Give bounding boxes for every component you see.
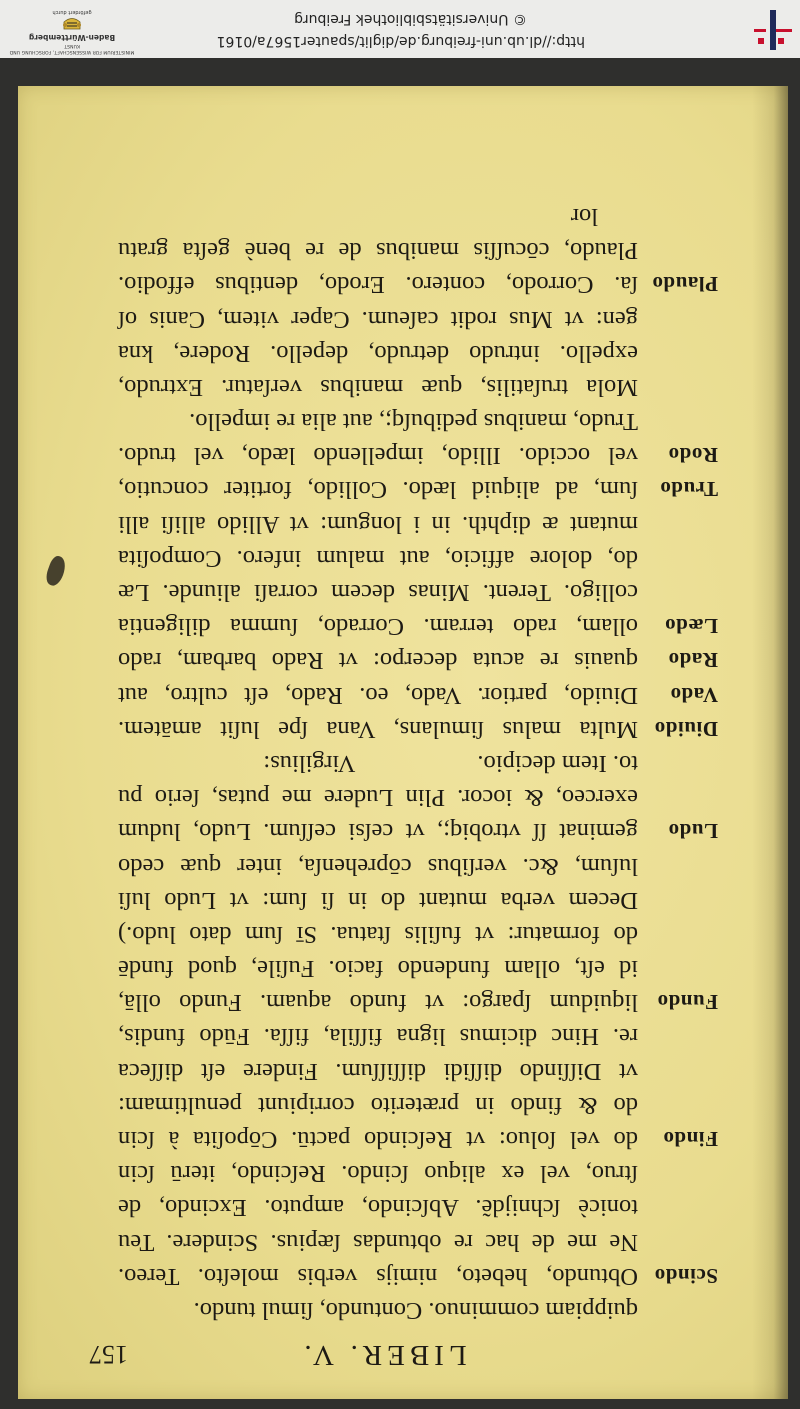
text-line bbox=[118, 985, 718, 1019]
line-text: Decem verba mutant do in ſi ſum: vt Ludo luſi bbox=[118, 886, 638, 914]
line-text: exerceo, & iocor. Plin Ludere me putas, ſerio pu bbox=[118, 784, 638, 812]
text-line bbox=[118, 951, 718, 985]
running-head-title: LIBER. V. bbox=[299, 1339, 467, 1371]
copyright-notice: © Universitätsbibliothek Freiburg bbox=[294, 11, 527, 27]
book-page bbox=[18, 86, 788, 1399]
line-text: Multa malus ſimulans, Vana ſpe luſit amātem. bbox=[118, 715, 638, 743]
sponsor-ministry: MINISTERIUM FÜR WISSENSCHAFT, FORSCHUNG UND KUNST bbox=[9, 43, 135, 54]
text-line bbox=[118, 609, 718, 643]
text-line bbox=[118, 233, 718, 267]
line-text: quippiam comminuo. Contundo, ſimul tundo. bbox=[193, 1297, 638, 1324]
line-text: colligo. Terent. Minas decem corraſi aliunde. Læ bbox=[118, 579, 638, 607]
line-text: geminat ſſ vtrobiq;, vt ceſsi ceſſum. Ludo, ludum bbox=[118, 818, 638, 846]
line-text: lor bbox=[570, 203, 598, 230]
text-line bbox=[118, 267, 718, 301]
marginal-note: Vado bbox=[670, 682, 718, 707]
header-text bbox=[185, 8, 585, 52]
text-line bbox=[118, 883, 718, 917]
body-text bbox=[48, 199, 718, 1327]
text-line bbox=[118, 1156, 718, 1190]
crest-icon bbox=[61, 15, 83, 31]
text-line bbox=[118, 643, 718, 677]
line-text: ollam, rado terram. Corrado, ſumma diligentia bbox=[118, 613, 638, 641]
marginal-note: Findo bbox=[662, 1127, 718, 1152]
text-line bbox=[118, 780, 718, 814]
text-line bbox=[118, 712, 718, 746]
line-text: luſum, &c. verſibus cōprehenſa, inter quæ cedo bbox=[118, 852, 638, 880]
text-line bbox=[118, 370, 718, 404]
sponsor-logo[interactable] bbox=[8, 8, 136, 54]
text-line bbox=[118, 472, 718, 506]
line-text: expello. intrudo detrudo, depello. Rodere, kna bbox=[118, 339, 638, 367]
line-text: vel occido. Illido, impellendo lædo, vel trudo. bbox=[118, 442, 638, 470]
text-line bbox=[118, 1122, 718, 1156]
header-rotated-content bbox=[0, 0, 800, 58]
text-line bbox=[118, 848, 718, 882]
marginal-note: Trudo bbox=[659, 477, 718, 502]
text-line bbox=[118, 575, 718, 609]
line-text: mutant æ diphth. in i longum: vt Allido alliſi alli bbox=[118, 510, 638, 538]
line-text: Obtundo, hebeto, nimijs verbis moleſto. Tereo. bbox=[118, 1262, 638, 1290]
scan-area bbox=[0, 58, 800, 1409]
page-gutter-shadow bbox=[752, 86, 788, 1399]
line-text: ſum, ad aliquid lædo. Collido, fortiter concutio, bbox=[118, 476, 638, 504]
page-text-rotated bbox=[18, 86, 788, 1399]
line-text: gen: vt Mus rodit caſeum. Caper vitem, Canis oſ bbox=[118, 305, 638, 333]
marginal-note: Rodo bbox=[668, 443, 718, 468]
line-text: quauis re acuta decerpo: vt Rado barbam, rado bbox=[118, 647, 638, 675]
text-line bbox=[118, 677, 718, 711]
marginal-note: Diuido bbox=[654, 716, 718, 741]
line-text: Trudo, manibus pedibuſq;, aut alia re impello. bbox=[189, 408, 638, 436]
text-line bbox=[118, 507, 718, 541]
marginal-note: Lædo bbox=[664, 614, 718, 639]
text-line bbox=[118, 438, 718, 472]
text-line bbox=[118, 199, 718, 233]
line-text: do, dolore afficio, aut malum infero. Compoſita bbox=[118, 544, 638, 572]
permalink-url[interactable]: http://dl.ub.uni-freiburg.de/diglit/spauter1567a/0161 bbox=[216, 33, 585, 49]
text-line bbox=[118, 814, 718, 848]
marginal-note: Scindo bbox=[654, 1263, 718, 1288]
line-text: id eſt, ollam fundendo facio. Fuſile, quod fundē bbox=[118, 955, 638, 983]
line-text: re. Hinc dicimus ligna fiſſila, fiſſa. Fūdo fundis, bbox=[118, 1023, 638, 1051]
marginal-note: Rado bbox=[668, 648, 718, 673]
sponsor-funded-by: gefördert durch bbox=[52, 9, 92, 15]
viewer-header bbox=[0, 0, 800, 59]
text-line bbox=[118, 541, 718, 575]
text-line bbox=[118, 1019, 718, 1053]
line-text: Mola truſatilis, quæ manibus verſatur. Extrudo, bbox=[118, 373, 638, 401]
line-text: ſa. Corrodo, contero. Erodo, dentibus effodio. bbox=[118, 271, 638, 299]
line-text: Plaudo, cōcuſſis manibus de re benè geſta gratu bbox=[118, 237, 638, 265]
line-text: do vel ſoluo: vt Reſcindo pactū. Cōpoſita à ſcin bbox=[118, 1126, 638, 1154]
marginal-note: Ludo bbox=[668, 819, 718, 844]
line-text: tonicè ſchnijdẽ. Abſcindo, amputo. Excindo, de bbox=[118, 1194, 638, 1222]
page-number: 157 bbox=[89, 1340, 128, 1369]
running-head bbox=[48, 1333, 718, 1373]
sponsor-state: Baden-Württemberg bbox=[28, 33, 116, 42]
line-text: to. Item decipio. Virgilius: bbox=[263, 750, 638, 777]
page-text-block bbox=[48, 199, 718, 1373]
marginal-note: Fundo bbox=[657, 990, 718, 1015]
line-text: do formatur: vt fuſilis ſtatua. Sī ſum dato ludo.) bbox=[118, 920, 638, 948]
text-line bbox=[118, 336, 718, 370]
text-line bbox=[118, 1088, 718, 1122]
text-line bbox=[118, 1054, 718, 1088]
line-text: Ne me de hac re obtundas ſæpius. Scindere. Teu bbox=[118, 1228, 638, 1256]
line-text: liquidum ſpargo: vt fundo aquam. Fundo ollā, bbox=[118, 989, 638, 1017]
text-line bbox=[118, 1293, 718, 1327]
text-line bbox=[118, 746, 718, 780]
line-text: vt Diſſindo diſſidi diſſiſſum. Findere eſt diſſeca bbox=[118, 1057, 638, 1085]
text-line bbox=[118, 1259, 718, 1293]
marginal-note: Plaudo bbox=[651, 272, 718, 297]
line-text: do & findo in præterito corripiunt penultimam: bbox=[118, 1091, 638, 1119]
text-line bbox=[118, 404, 718, 438]
line-text: Diuido, partior. Vado, eo. Rado, eſt cultro, aut bbox=[118, 681, 638, 709]
text-line bbox=[118, 301, 718, 335]
line-text: ſtruo, vel ex aliquo ſcindo. Reſcindo, iterū ſcin bbox=[118, 1160, 638, 1188]
library-logo-icon[interactable] bbox=[752, 8, 794, 50]
text-line bbox=[118, 917, 718, 951]
text-line bbox=[118, 1190, 718, 1224]
text-line bbox=[118, 1224, 718, 1258]
